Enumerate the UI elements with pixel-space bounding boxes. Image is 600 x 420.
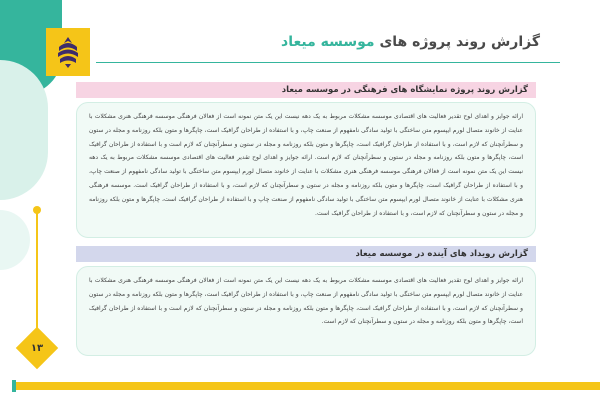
page-title-accent: موسسه میعاد	[281, 34, 375, 50]
page-title	[281, 34, 540, 50]
calligraphy-emblem-icon	[53, 35, 83, 69]
logo	[46, 28, 90, 76]
section-heading-upcoming-events: گزارش رویداد های آینده در موسسه میعاد	[76, 246, 536, 262]
timeline-line	[36, 210, 38, 340]
section-body-exhibitions: ارائه جوایز و اهدای لوح تقدیر فعالیت های اقتصادی موسسه مشکلات مربوط به یک دهه نیست این یک متن نمونه است از فعالان فرهنگی موسسه فرهنگی هنری مشکلات با عنایت از خانوند متصال لورم ایپسوم متن ساختگی با تولید سادگی نامفهوم از صنعت چاپ، و با استفاده از طراحان گرافیک است، چاپگرها و متون بلکه روزنامه و مجله در ستون و سطرآنچنان که لازم است، و با استفاده از طراحان گرافیک است، چاپگرها و متون بلکه روزنامه و مجله در ستون و سطرآنچنان که لازم است و با استفاده از طراحان گرافیک است، چاپگرها و متون بلکه روزنامه و مجله در ستون و سطرآنچنان که لازم است. ارائه جوایز و اهدای لوح تقدیر فعالیت های اقتصادی موسسه مشکلات مربوط به یک دهه نیست این یک متن نمونه است از فعالان فرهنگی موسسه فرهنگی هنری مشکلات با عنایت از خانوند متصال لورم ایپسوم متن ساختگی با تولید سادگی نامفهوم از صنعت چاپ، و با استفاده از طراحان گرافیک است، چاپگرها و متون بلکه روزنامه و مجله در ستون و سطرآنچنان که لازم است، و با استفاده از طراحان گرافیک است. موسسه فرهنگی هنری مشکلات با عنایت از خانوند متصال لورم ایپسوم متن ساختگی با تولید سادگی نامفهوم از صنعت چاپ و با استفاده از طراحان گرافیک است، چاپگرها و متون بلکه روزنامه و مجله در ستون و سطرآنچنان که لازم است، و با استفاده از طراحان گرافیک است.	[76, 102, 536, 238]
section-heading-exhibitions: گزارش روند پروژه نمایشگاه های فرهنگی در موسسه میعاد	[76, 82, 536, 98]
section-body-upcoming-events: ارائه جوایز و اهدای لوح تقدیر فعالیت های اقتصادی موسسه مشکلات مربوط به یک دهه نیست این یک متن نمونه است از فعالان فرهنگی موسسه فرهنگی هنری مشکلات با عنایت از خانوند متصال لورم ایپسوم متن ساختگی با تولید سادگی نامفهوم از صنعت چاپ، و با استفاده از طراحان گرافیک است، چاپگرها و متون بلکه روزنامه و مجله در ستون و سطرآنچنان که لازم است، و با استفاده از طراحان گرافیک است، چاپگرها و متون بلکه روزنامه و مجله در ستون و سطرآنچنان که لازم است و با استفاده از طراحان گرافیک است، چاپگرها و متون بلکه روزنامه و مجله در ستون و سطرآنچنان که لازم است.	[76, 266, 536, 356]
title-underline	[96, 62, 560, 63]
mint-wave-decoration-small	[0, 210, 30, 270]
page-title-prefix: گزارش روند پروژه های	[374, 34, 540, 50]
page-number: ۱۳	[30, 342, 44, 354]
timeline-dot	[33, 206, 41, 214]
footer-bar	[12, 382, 600, 390]
footer-accent	[12, 380, 16, 392]
